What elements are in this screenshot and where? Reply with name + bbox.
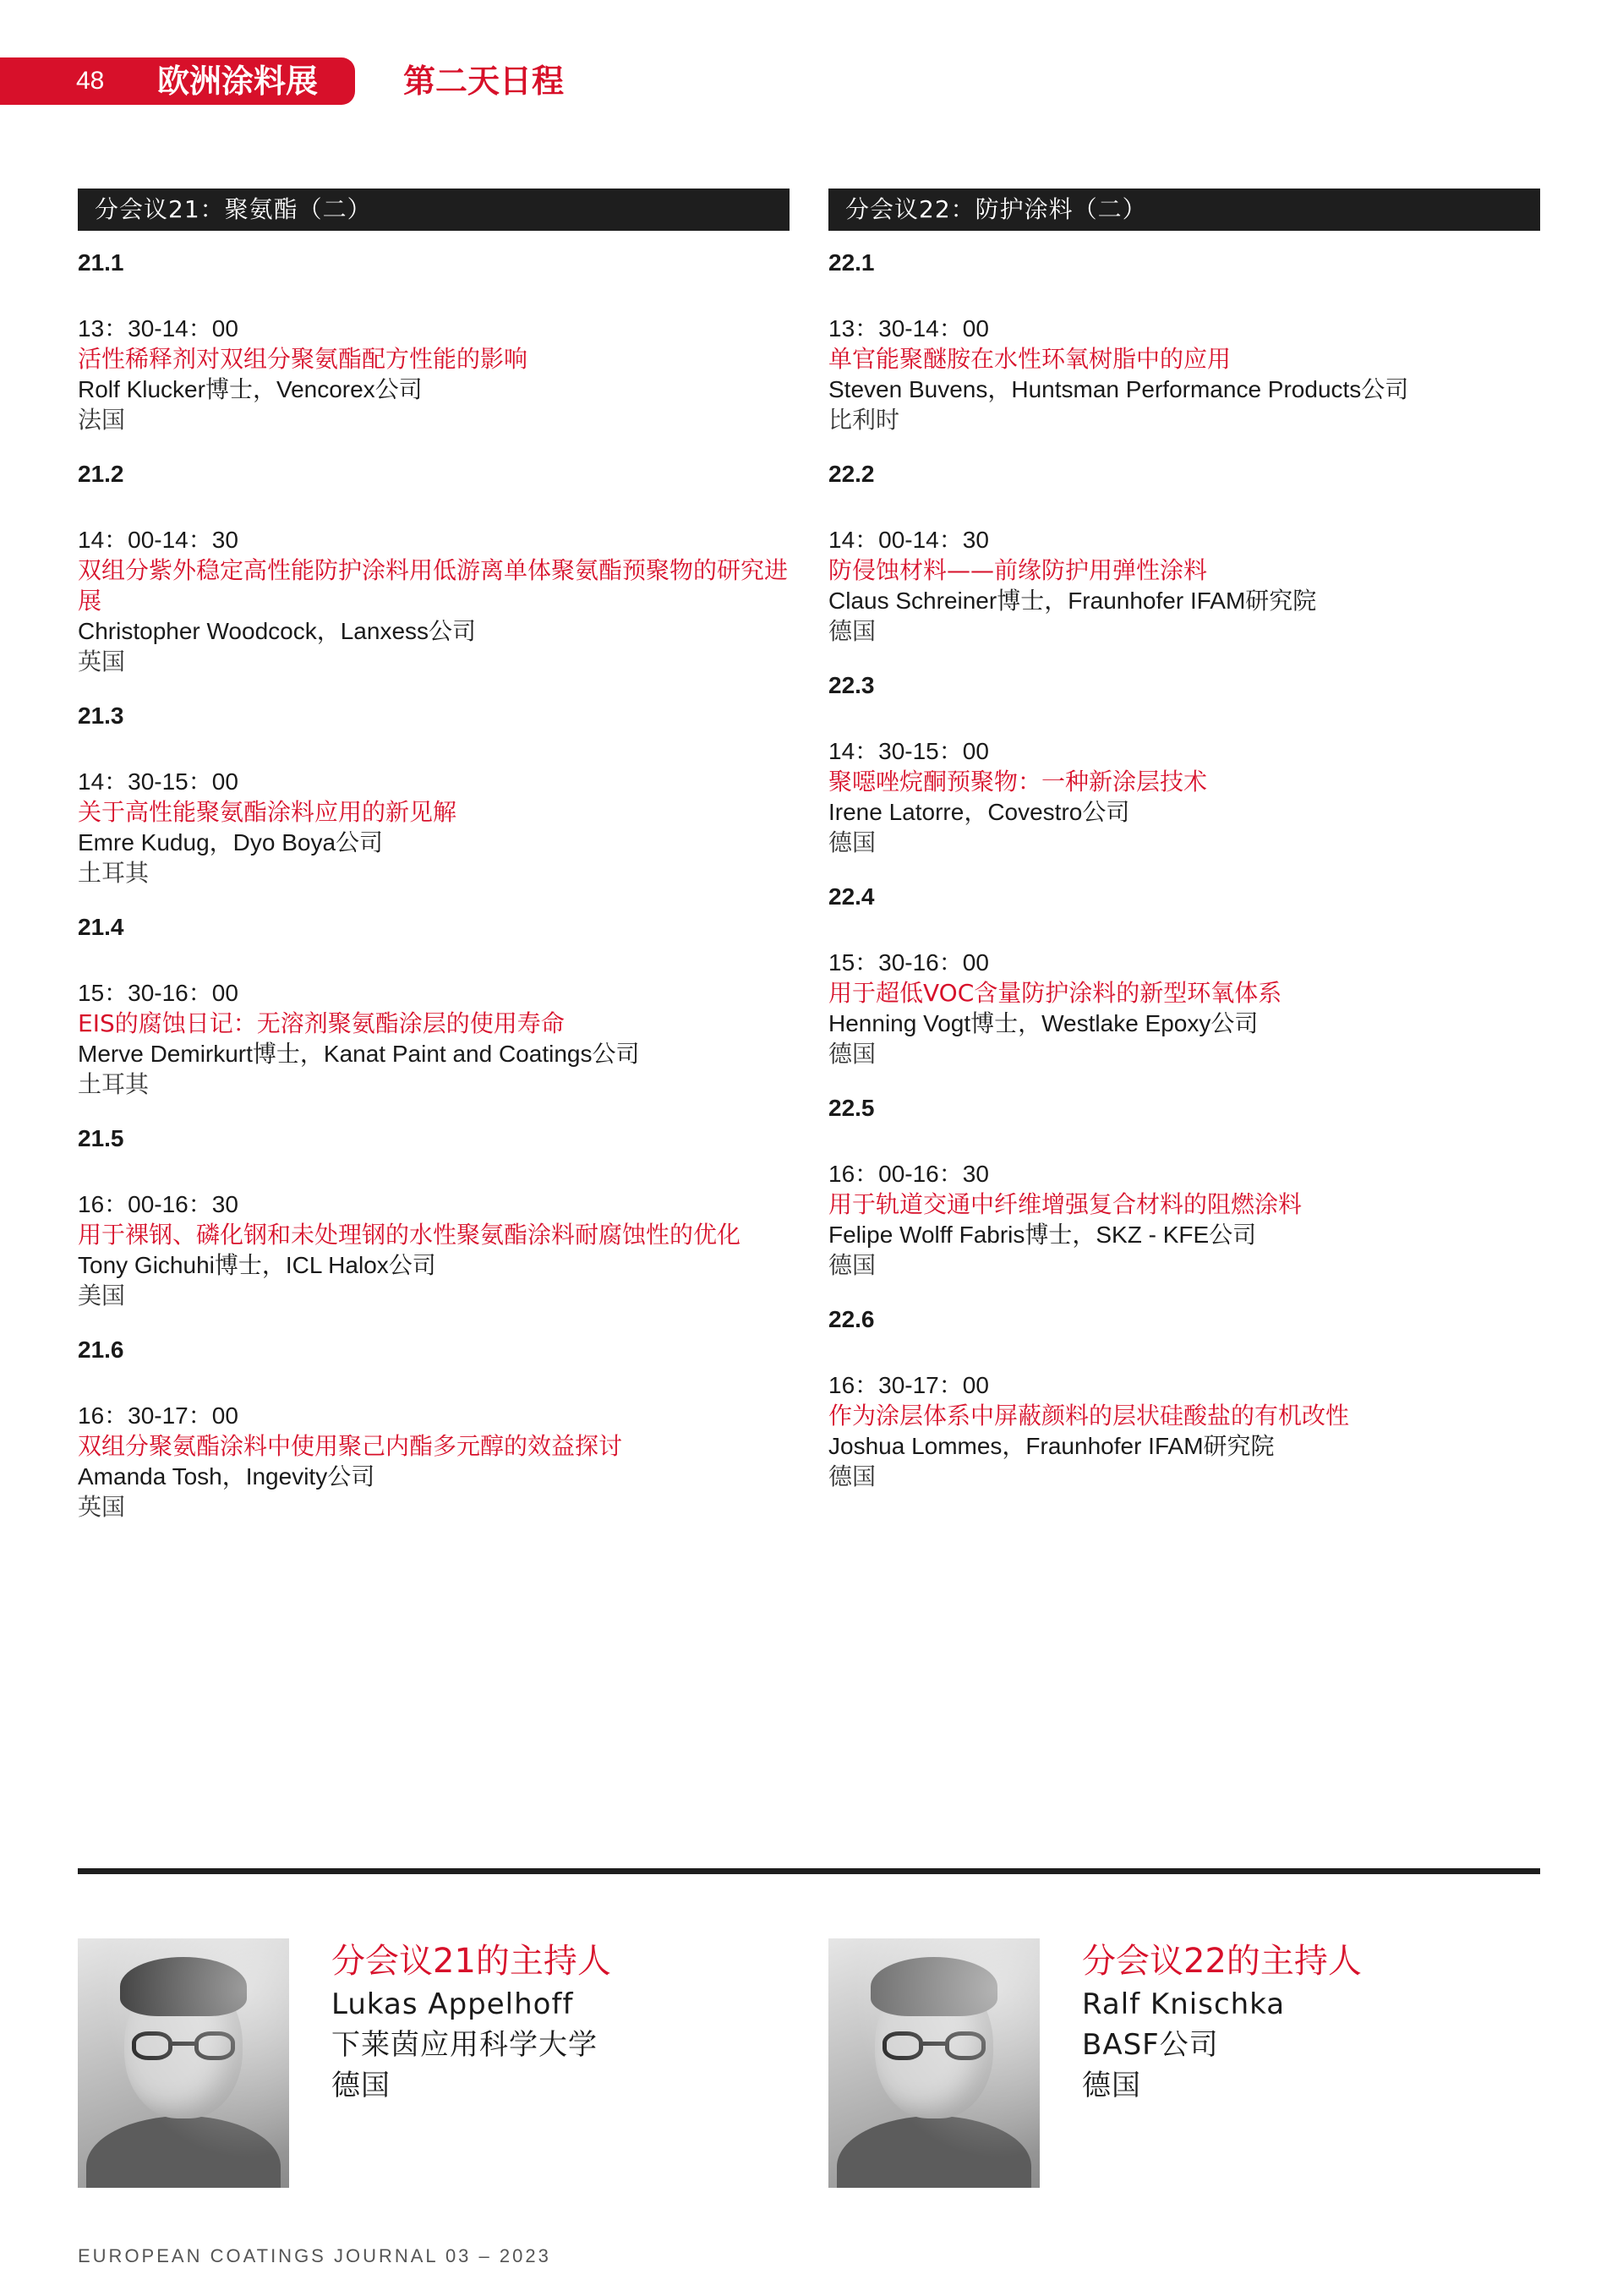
talk-number: 21.3 [78,702,124,729]
talk-item [78,1123,790,1311]
talk-time: 14：00-14：30 [78,527,238,553]
talk-number: 22.6 [828,1306,875,1332]
talk-title: 防侵蚀材料——前缘防护用弹性涂料 [828,556,1208,584]
talk-time: 16：00-16：30 [78,1191,238,1217]
section-divider [78,1868,1540,1874]
chair-heading: 分会议22的主持人 [1082,1942,1362,1981]
talk-speaker: Irene Latorre，Covestro公司 [828,799,1130,825]
talk-country: 土耳其 [78,1071,150,1097]
talk-title: EIS的腐蚀日记：无溶剂聚氨酯涂层的使用寿命 [78,1009,565,1037]
talk-list [78,231,790,1522]
chair-info [331,1938,771,2106]
talk-title: 单官能聚醚胺在水性环氧树脂中的应用 [828,345,1232,373]
page-title: 第二天日程 [403,63,565,100]
talk-title: 用于裸钢、磷化钢和未处理钢的水性聚氨酯涂料耐腐蚀性的优化 [78,1221,741,1249]
talk-speaker: Christopher Woodcock，Lanxess公司 [78,618,477,644]
talk-number: 21.4 [78,914,124,940]
talk-speaker: Merve Demirkurt博士，Kanat Paint and Coatings公司 [78,1041,640,1067]
talk-speaker: Claus Schreiner博士，Fraunhofer IFAM研究院 [828,588,1317,614]
chair-name: Lukas Appelhoff [331,1987,574,2021]
talk-item [828,1304,1540,1492]
chair-name: Ralf Knischka [1082,1987,1286,2021]
talk-item [828,670,1540,858]
talk-speaker: Rolf Klucker博士，Vencorex公司 [78,376,423,402]
talk-number: 22.4 [828,883,875,910]
talk-country: 德国 [828,1463,877,1490]
chair-heading: 分会议21的主持人 [331,1942,611,1981]
talk-number: 21.6 [78,1337,124,1363]
session-title-bar: 分会议22：防护涂料（二） [828,189,1540,231]
talk-speaker: Felipe Wolff Fabris博士，SKZ - KFE公司 [828,1222,1257,1248]
talk-item [78,912,790,1100]
talk-speaker: Steven Buvens，Huntsman Performance Products公司 [828,376,1409,402]
talk-time: 16：30-17：00 [78,1402,238,1429]
talk-country: 英国 [78,648,126,675]
talk-country: 比利时 [828,407,900,433]
session-22-column [828,189,1540,1516]
talk-time: 16：30-17：00 [828,1372,989,1398]
footer-journal: EUROPEAN COATINGS JOURNAL 03 – 2023 [78,2245,551,2266]
talk-time: 13：30-14：00 [828,315,989,342]
talk-country: 德国 [828,1041,877,1067]
talk-time: 14：00-14：30 [828,527,989,553]
talk-list [828,231,1540,1492]
talk-item [78,248,790,435]
talk-item [828,1093,1540,1281]
talk-number: 22.2 [828,461,875,487]
talk-number: 21.1 [78,249,124,276]
talk-country: 土耳其 [78,860,150,886]
talk-item [78,1335,790,1522]
talk-country: 英国 [78,1494,126,1520]
talk-item [828,882,1540,1069]
talk-title: 作为涂层体系中屏蔽颜料的层状硅酸盐的有机改性 [828,1402,1350,1430]
chair-photo [828,1938,1040,2188]
talk-number: 22.3 [828,672,875,698]
talk-time: 15：30-16：00 [828,949,989,976]
talk-number: 21.2 [78,461,124,487]
talk-title: 用于超低VOC含量防护涂料的新型环氧体系 [828,979,1282,1007]
page-number: 48 [76,67,105,95]
talk-title: 关于高性能聚氨酯涂料应用的新见解 [78,798,457,826]
talk-title: 活性稀释剂对双组分聚氨酯配方性能的影响 [78,345,528,373]
talk-speaker: Henning Vogt博士，Westlake Epoxy公司 [828,1010,1259,1036]
talk-title: 双组分紫外稳定高性能防护涂料用低游离单体聚氨酯预聚物的研究进展 [78,556,789,615]
chair-photo [78,1938,289,2188]
talk-time: 15：30-16：00 [78,980,238,1006]
talk-speaker: Tony Gichuhi博士，ICL Halox公司 [78,1252,436,1278]
talk-title: 聚噁唑烷酮预聚物：一种新涂层技术 [828,768,1208,795]
chair-organization: BASF公司 [1082,2028,1219,2062]
talk-number: 22.5 [828,1095,875,1121]
talk-number: 22.1 [828,249,875,276]
talk-speaker: Joshua Lommes，Fraunhofer IFAM研究院 [828,1433,1275,1459]
talk-time: 16：00-16：30 [828,1161,989,1187]
talk-item [78,701,790,888]
talk-time: 13：30-14：00 [78,315,238,342]
talk-title: 用于轨道交通中纤维增强复合材料的阻燃涂料 [828,1190,1303,1218]
talk-speaker: Amanda Tosh，Ingevity公司 [78,1463,375,1490]
talk-item [828,248,1540,435]
talk-time: 14：30-15：00 [78,768,238,795]
session-title-bar: 分会议21：聚氨酯（二） [78,189,790,231]
talk-country: 法国 [78,407,126,433]
talk-number: 21.5 [78,1125,124,1151]
talk-time: 14：30-15：00 [828,738,989,764]
talk-country: 德国 [828,1252,877,1278]
chair-organization: 下莱茵应用科学大学 [331,2028,598,2062]
chair-country: 德国 [1082,2069,1141,2102]
talk-item [828,459,1540,647]
talk-item [78,459,790,677]
talk-country: 德国 [828,618,877,644]
talk-country: 美国 [78,1282,126,1309]
chair-info [1082,1938,1522,2106]
magazine-name: 欧洲涂料展 [157,63,319,100]
talk-speaker: Emre Kudug，Dyo Boya公司 [78,829,384,856]
talk-title: 双组分聚氨酯涂料中使用聚己内酯多元醇的效益探讨 [78,1432,623,1460]
chair-country: 德国 [331,2069,391,2102]
talk-country: 德国 [828,829,877,856]
session-21-column [78,189,790,1546]
